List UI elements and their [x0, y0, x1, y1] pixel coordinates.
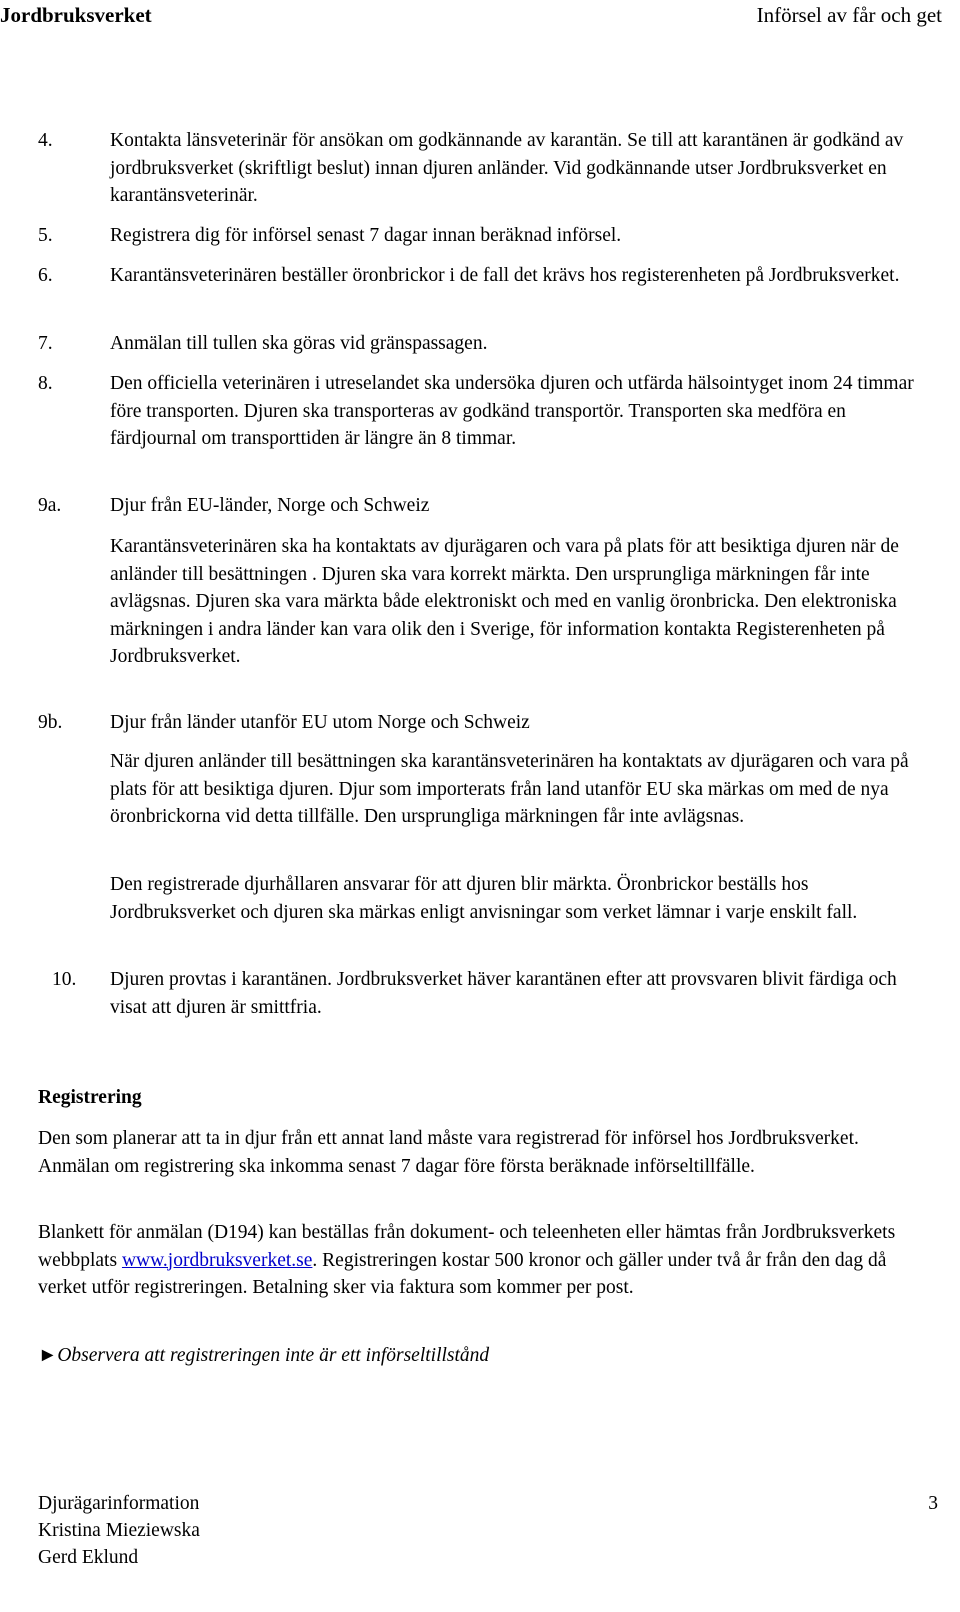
- arrow-icon: ►: [38, 1345, 58, 1366]
- step-9b-body-2: Den registrerade djurhållaren ansvarar för att djuren blir märkta. Öronbrickor beställs hos Jordbruksverket och djuren ska märkas enligt anvisningar som verket lämnar i varje enskilt fall.: [110, 874, 858, 923]
- step-number: 5.: [38, 225, 53, 246]
- step-number: 9b.: [38, 712, 63, 733]
- step-number: 8.: [38, 373, 53, 394]
- step-number: 10.: [52, 969, 77, 990]
- para-2-text-start: Blankett för anmälan (D194) kan beställas från dokument- och teleenheten eller hämtas från Jordbruksverkets webbplats: [38, 1222, 896, 1271]
- step-number: 6.: [38, 265, 53, 286]
- footer-line-1: Djurägarinformation: [38, 1493, 200, 1514]
- registrering-note: [38, 1342, 928, 1370]
- registrering-para-1: Den som planerar att ta in djur från ett annat land måste vara registrerad för införsel hos Jordbruksverket. Anmälan om registrering ska inkomma senast 7 dagar före första beräknade införseltillfälle.: [38, 1128, 859, 1177]
- step-9b-body-1: När djuren anländer till besättningen ska karantänsveterinären ha kontaktats av djurägaren och vara på plats för att besiktiga djuren. Djur som importerats från land utanför EU ska märkas om med de nya öronbrickorna vid detta tillfälle. Den ursprungliga märkningen får inte avlägsnas.: [110, 751, 909, 827]
- para-2-text-end: . Registreringen kostar 500 kronor och gäller under två år från den dag då verket utför registreringen. Betalning sker via faktura som kommer per post.: [38, 1249, 887, 1298]
- step-text: Registrera dig för införsel senast 7 dagar innan beräknad införsel.: [110, 225, 622, 246]
- header-org: Jordbruksverket: [0, 3, 152, 27]
- step-text: Djur från EU-länder, Norge och Schweiz: [110, 495, 430, 516]
- note-text: Observera att registreringen inte är ett införseltillstånd: [57, 1345, 490, 1366]
- step-text: Djuren provtas i karantänen. Jordbruksverket häver karantänen efter att provsvaren blivit färdiga och visat att djuren är smittfria.: [110, 969, 897, 1018]
- section-heading-registrering: Registrering: [38, 1087, 142, 1108]
- footer-line-3: Gerd Eklund: [38, 1547, 139, 1568]
- step-number: 4.: [38, 130, 53, 151]
- step-number: 9a.: [38, 495, 62, 516]
- footer-author-block: [38, 1490, 200, 1571]
- footer-line-2: Kristina Mieziewska: [38, 1520, 200, 1541]
- page-number: 3: [928, 1493, 938, 1514]
- step-text: Anmälan till tullen ska göras vid gränspassagen.: [110, 333, 488, 354]
- step-text: Djur från länder utanför EU utom Norge och Schweiz: [110, 712, 530, 733]
- step-9a-body: Karantänsveterinären ska ha kontaktats av djurägaren och vara på plats för att besiktiga djuren när de anländer till besättningen . Djuren ska vara korrekt märkta. Den ursprungliga märkningen får inte avlägsnas. Djuren ska vara märkta både elektroniskt och med en vanlig öronbricka. Den elektroniska märkningen i andra länder kan vara olik den i Sverige, för information kontakta Registerenheten på Jordbruksverket.: [110, 536, 899, 667]
- step-number: 7.: [38, 333, 53, 354]
- registrering-para-2: [38, 1219, 928, 1302]
- step-text: Den officiella veterinären i utreselandet ska undersöka djuren och utfärda hälsointyget inom 24 timmar före transporten. Djuren ska transporteras av godkänd transportör. Transporten ska medföra en färdjournal om transporttiden är längre än 8 timmar.: [110, 373, 914, 449]
- website-link[interactable]: www.jordbruksverket.se: [121, 1249, 313, 1271]
- step-text: Karantänsveterinären beställer öronbrickor i de fall det krävs hos registerenheten på Jordbruksverket.: [110, 265, 900, 286]
- header-topic: Införsel av får och get: [756, 3, 942, 27]
- step-text: Kontakta länsveterinär för ansökan om godkännande av karantän. Se till att karantänen är godkänd av jordbruksverket (skriftligt beslut) innan djuren anländer. Vid godkännande utser Jordbruksverket en karantänsveterinär.: [110, 130, 904, 206]
